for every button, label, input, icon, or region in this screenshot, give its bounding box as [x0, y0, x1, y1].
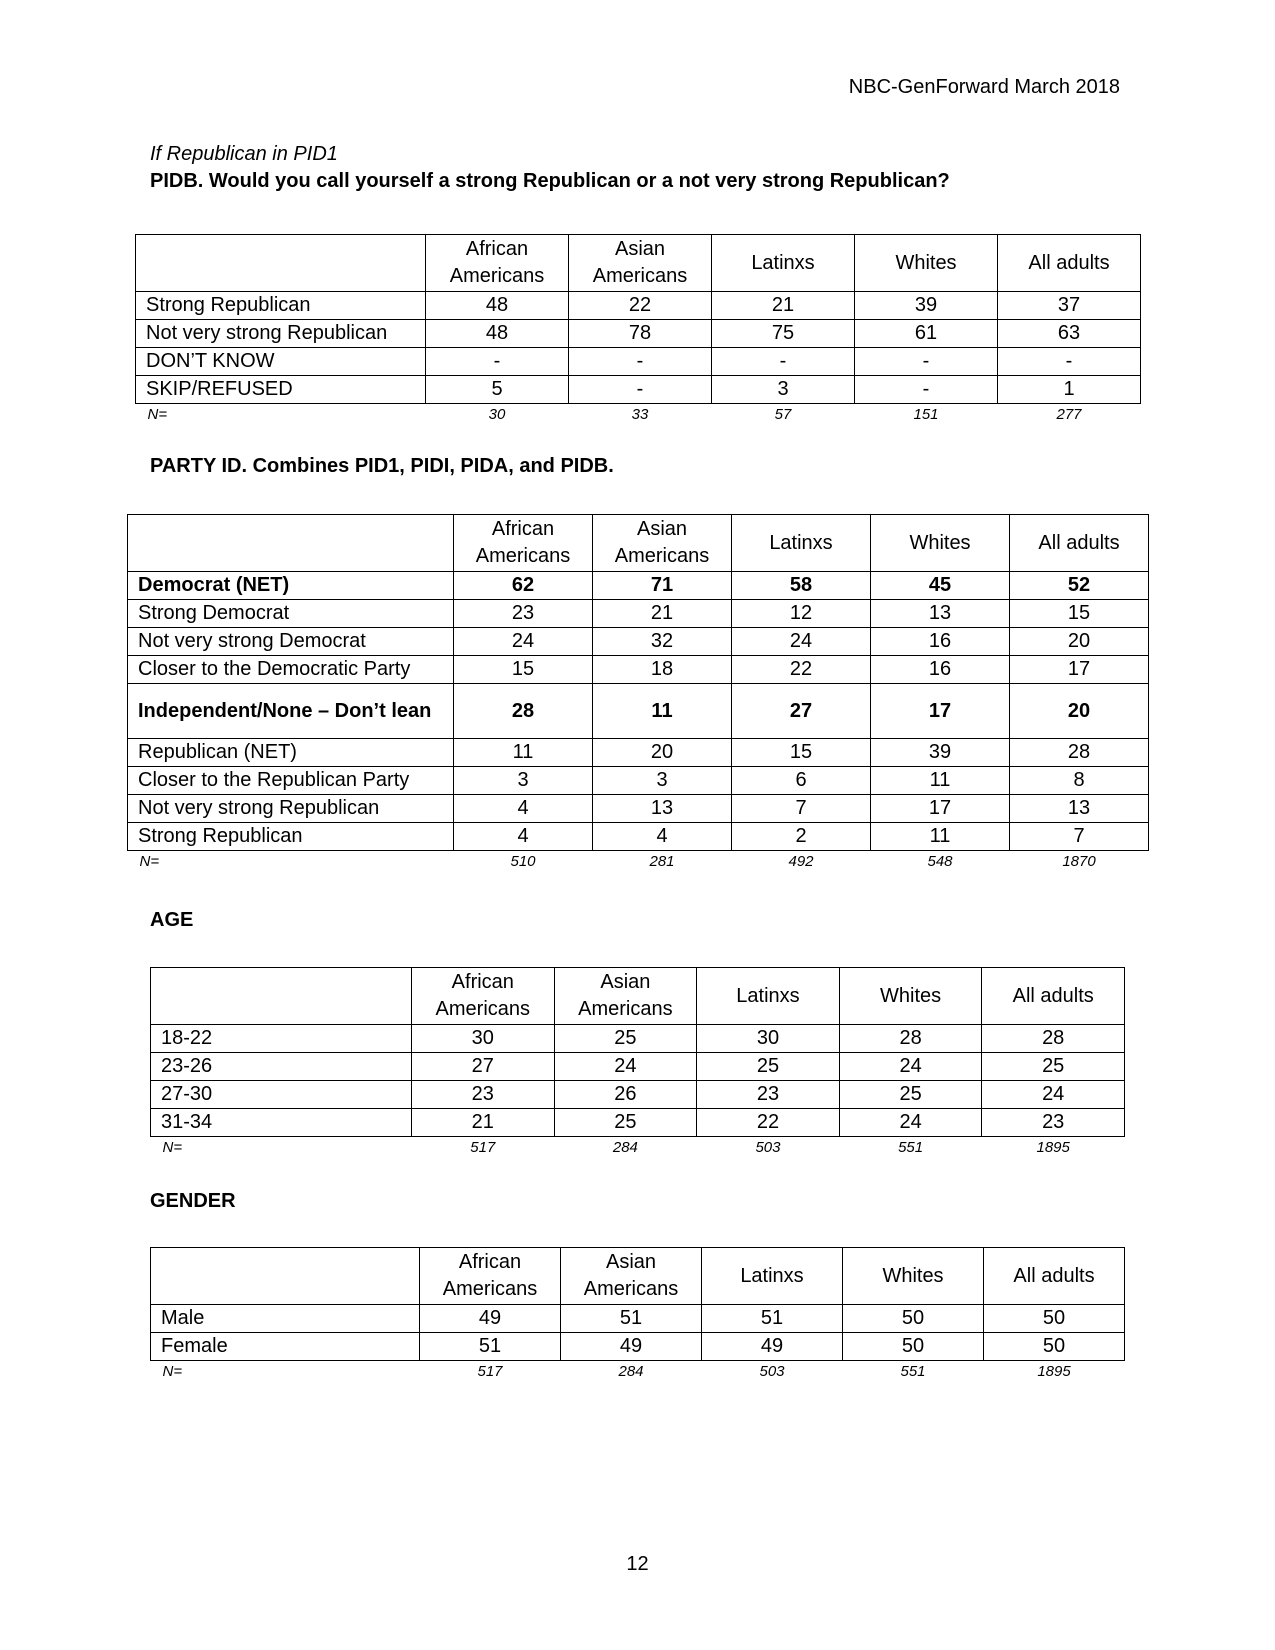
row-label: Closer to the Republican Party [128, 767, 454, 795]
table-cell: 24 [982, 1081, 1125, 1109]
table-cell: 16 [871, 656, 1010, 684]
row-label: Not very strong Democrat [128, 628, 454, 656]
table-cell: - [998, 348, 1141, 376]
table-cell: 15 [1010, 600, 1149, 628]
table-cell: 11 [871, 767, 1010, 795]
table-cell: - [855, 348, 998, 376]
table-cell: 5 [426, 376, 569, 404]
table-cell: 50 [984, 1333, 1125, 1361]
table-cell: 4 [454, 823, 593, 851]
table-cell: 27 [732, 684, 871, 739]
table-row [136, 320, 1141, 348]
table-cell: 13 [1010, 795, 1149, 823]
table-cell: 6 [732, 767, 871, 795]
sample-size-cell: 551 [900, 1363, 926, 1380]
table-cell: 28 [1010, 739, 1149, 767]
column-header-line: All adults [1028, 251, 1110, 274]
sample-size-cell: 284 [612, 1139, 638, 1156]
sample-size-cell: 548 [927, 853, 953, 870]
column-header-line: Asian [605, 1251, 657, 1273]
column-header [697, 968, 840, 1025]
table-cell: 20 [593, 739, 732, 767]
table-cell: 21 [412, 1109, 555, 1137]
row-label: Closer to the Democratic Party [128, 656, 454, 684]
table-cell: 13 [593, 795, 732, 823]
sample-size-cell: 503 [759, 1363, 785, 1380]
table-cell: 21 [712, 292, 855, 320]
sample-size-label: N= [147, 406, 168, 423]
column-header-line: African [458, 1251, 522, 1273]
column-header [1010, 515, 1149, 572]
table-cell: 11 [593, 684, 732, 739]
column-header [871, 515, 1010, 572]
table-cell: 18 [593, 656, 732, 684]
sample-size-label: N= [162, 1139, 183, 1156]
sample-size-cell: 277 [1056, 406, 1082, 423]
table-party-id [127, 514, 1149, 873]
table-cell: - [569, 348, 712, 376]
header-corner-cell [151, 1248, 420, 1305]
table-cell: 21 [593, 600, 732, 628]
column-header [712, 235, 855, 292]
section-title: AGE [150, 909, 194, 931]
column-header-line: All adults [1013, 1264, 1095, 1287]
sample-size-cell: 57 [774, 406, 792, 423]
table-row [128, 795, 1149, 823]
sample-size-cell: 281 [649, 853, 675, 870]
table-cell: 23 [454, 600, 593, 628]
table-row [128, 739, 1149, 767]
table-cell: 28 [454, 684, 593, 739]
column-header-line: Latinxs [751, 251, 815, 274]
column-header-line: Latinxs [736, 984, 800, 1007]
table-row [128, 823, 1149, 851]
header-corner-cell [151, 968, 412, 1025]
column-header [839, 968, 982, 1025]
table-cell: 15 [454, 656, 593, 684]
column-header [412, 968, 555, 1025]
row-label: Strong Republican [128, 823, 454, 851]
table-cell: 32 [593, 628, 732, 656]
table-cell: 25 [839, 1081, 982, 1109]
table-cell: 24 [554, 1053, 697, 1081]
table-cell: 51 [420, 1333, 561, 1361]
row-label: DON’T KNOW [136, 348, 426, 376]
column-header [982, 968, 1125, 1025]
table-header-row [128, 515, 1149, 572]
column-header [426, 235, 569, 292]
sample-size-cell: 551 [898, 1139, 924, 1156]
table-cell: 17 [871, 795, 1010, 823]
table-cell: 8 [1010, 767, 1149, 795]
table-cell: 50 [843, 1333, 984, 1361]
table-cell: 78 [569, 320, 712, 348]
column-header [561, 1248, 702, 1305]
table-cell: 71 [593, 572, 732, 600]
column-header [732, 515, 871, 572]
table-cell: 15 [732, 739, 871, 767]
table-cell: 23 [697, 1081, 840, 1109]
table-cell: - [569, 376, 712, 404]
table-row [151, 1053, 1125, 1081]
sample-size-row [128, 851, 1149, 874]
table-cell: 4 [593, 823, 732, 851]
sample-size-cell: 1895 [1037, 1363, 1071, 1380]
table-row [136, 348, 1141, 376]
document-header: NBC-GenForward March 2018 [848, 76, 1120, 98]
row-label: Female [151, 1333, 420, 1361]
table-cell: 23 [412, 1081, 555, 1109]
table-row [128, 628, 1149, 656]
table-pidb [135, 234, 1141, 426]
table-cell: 61 [855, 320, 998, 348]
table-cell: 25 [554, 1109, 697, 1137]
column-header-line: Asian [600, 971, 651, 993]
sample-size-row [151, 1361, 1125, 1384]
table-cell: 25 [982, 1053, 1125, 1081]
table-cell: - [855, 376, 998, 404]
section-title: GENDER [150, 1190, 236, 1212]
table-cell: 58 [732, 572, 871, 600]
table-cell: 49 [702, 1333, 843, 1361]
table-cell: 11 [454, 739, 593, 767]
table-cell: 24 [454, 628, 593, 656]
section-party-id-heading [150, 455, 614, 478]
sample-size-cell: 517 [477, 1363, 503, 1380]
table-cell: - [712, 348, 855, 376]
column-header [843, 1248, 984, 1305]
column-header-line: Americans [578, 998, 673, 1020]
column-header-line: Americans [435, 998, 531, 1020]
table-cell: 25 [554, 1025, 697, 1053]
column-header-line: Americans [449, 265, 545, 287]
column-header-line: African [491, 518, 555, 540]
table-header-row [151, 968, 1125, 1025]
sample-size-cell: 492 [788, 853, 814, 870]
table-cell: 11 [871, 823, 1010, 851]
column-header [702, 1248, 843, 1305]
table-row [136, 376, 1141, 404]
table-row [128, 600, 1149, 628]
table-cell: 45 [871, 572, 1010, 600]
column-header-line: African [451, 971, 514, 993]
table-cell: 20 [1010, 628, 1149, 656]
sample-size-cell: 284 [618, 1363, 644, 1380]
table-cell: 7 [1010, 823, 1149, 851]
section-pidb-heading [150, 143, 950, 193]
table-row [151, 1305, 1125, 1333]
table-row [128, 656, 1149, 684]
sample-size-cell: 30 [488, 406, 506, 423]
table-cell: 23 [982, 1109, 1125, 1137]
table-gender [150, 1247, 1125, 1383]
table-cell: 62 [454, 572, 593, 600]
row-label: Democrat (NET) [128, 572, 454, 600]
table-row [128, 572, 1149, 600]
section-title: PIDB. Would you call yourself a strong Republican or a not very strong Republican? [150, 170, 950, 192]
column-header-line: Whites [882, 1264, 944, 1287]
sample-size-cell: 517 [470, 1139, 496, 1156]
table-cell: 22 [732, 656, 871, 684]
column-header-line: Americans [614, 545, 710, 567]
section-subtitle: If Republican in PID1 [150, 143, 338, 165]
column-header [984, 1248, 1125, 1305]
column-header-line: Whites [909, 531, 971, 554]
row-label: Republican (NET) [128, 739, 454, 767]
sample-size-label: N= [162, 1363, 183, 1380]
header-corner-cell [128, 515, 454, 572]
table-cell: 51 [702, 1305, 843, 1333]
table-cell: 22 [569, 292, 712, 320]
column-header-line: African [465, 238, 529, 260]
column-header-line: Latinxs [769, 531, 833, 554]
table-cell: 1 [998, 376, 1141, 404]
row-label: 18-22 [151, 1025, 412, 1053]
column-header [569, 235, 712, 292]
row-label: 31-34 [151, 1109, 412, 1137]
table-row [151, 1025, 1125, 1053]
table-cell: 2 [732, 823, 871, 851]
section-age-heading [150, 909, 193, 932]
table-cell: 27 [412, 1053, 555, 1081]
row-label: Strong Democrat [128, 600, 454, 628]
table-cell: 17 [1010, 656, 1149, 684]
column-header [855, 235, 998, 292]
table-age [150, 967, 1125, 1159]
table-cell: 26 [554, 1081, 697, 1109]
table-row [151, 1333, 1125, 1361]
table-cell: 24 [839, 1109, 982, 1137]
table-cell: 39 [855, 292, 998, 320]
table-cell: 49 [420, 1305, 561, 1333]
table-cell: 3 [454, 767, 593, 795]
table-cell: 25 [697, 1053, 840, 1081]
row-label: Strong Republican [136, 292, 426, 320]
column-header-line: Americans [592, 265, 688, 287]
table-cell: 75 [712, 320, 855, 348]
column-header-line: All adults [1038, 531, 1120, 554]
header-corner-cell [136, 235, 426, 292]
table-cell: 16 [871, 628, 1010, 656]
row-label: SKIP/REFUSED [136, 376, 426, 404]
row-label: Not very strong Republican [136, 320, 426, 348]
table-cell: 48 [426, 292, 569, 320]
table-cell: 13 [871, 600, 1010, 628]
table-cell: 22 [697, 1109, 840, 1137]
table-cell: 30 [697, 1025, 840, 1053]
table-row [128, 684, 1149, 739]
table-row [136, 292, 1141, 320]
page-number: 12 [626, 1553, 649, 1575]
column-header-line: Asian [636, 518, 688, 540]
row-label: Independent/None – Don’t lean [128, 684, 454, 739]
table-row [151, 1109, 1125, 1137]
sample-size-cell: 1870 [1062, 853, 1096, 870]
table-row [151, 1081, 1125, 1109]
table-cell: 52 [1010, 572, 1149, 600]
table-cell: 28 [839, 1025, 982, 1053]
column-header-line: Latinxs [740, 1264, 804, 1287]
column-header [420, 1248, 561, 1305]
column-header [454, 515, 593, 572]
table-cell: 48 [426, 320, 569, 348]
table-cell: 37 [998, 292, 1141, 320]
row-label: Male [151, 1305, 420, 1333]
table-cell: 4 [454, 795, 593, 823]
table-cell: 17 [871, 684, 1010, 739]
table-cell: 28 [982, 1025, 1125, 1053]
table-cell: 63 [998, 320, 1141, 348]
table-cell: 3 [593, 767, 732, 795]
table-cell: 39 [871, 739, 1010, 767]
table-cell: - [426, 348, 569, 376]
row-label: 27-30 [151, 1081, 412, 1109]
sample-size-cell: 151 [913, 406, 939, 423]
table-cell: 50 [984, 1305, 1125, 1333]
table-cell: 12 [732, 600, 871, 628]
table-cell: 49 [561, 1333, 702, 1361]
table-cell: 7 [732, 795, 871, 823]
section-title: PARTY ID. Combines PID1, PIDI, PIDA, and PIDB. [150, 455, 614, 477]
table-header-row [151, 1248, 1125, 1305]
column-header-line: Whites [880, 984, 942, 1007]
column-header [554, 968, 697, 1025]
sample-size-row [151, 1137, 1125, 1160]
column-header [998, 235, 1141, 292]
sample-size-cell: 1895 [1036, 1139, 1070, 1156]
sample-size-cell: 503 [755, 1139, 781, 1156]
row-label: 23-26 [151, 1053, 412, 1081]
row-label: Not very strong Republican [128, 795, 454, 823]
table-cell: 51 [561, 1305, 702, 1333]
column-header-line: Americans [583, 1278, 679, 1300]
table-cell: 30 [412, 1025, 555, 1053]
section-gender-heading [150, 1190, 236, 1213]
table-cell: 24 [732, 628, 871, 656]
sample-size-row [136, 404, 1141, 427]
table-cell: 3 [712, 376, 855, 404]
table-header-row [136, 235, 1141, 292]
column-header-line: Whites [895, 251, 957, 274]
table-cell: 20 [1010, 684, 1149, 739]
column-header [593, 515, 732, 572]
table-cell: 50 [843, 1305, 984, 1333]
column-header-line: All adults [1012, 984, 1094, 1007]
sample-size-cell: 510 [510, 853, 536, 870]
table-row [128, 767, 1149, 795]
column-header-line: Americans [442, 1278, 538, 1300]
sample-size-cell: 33 [631, 406, 649, 423]
sample-size-label: N= [139, 853, 160, 870]
column-header-line: Asian [614, 238, 666, 260]
table-cell: 24 [839, 1053, 982, 1081]
column-header-line: Americans [475, 545, 571, 567]
